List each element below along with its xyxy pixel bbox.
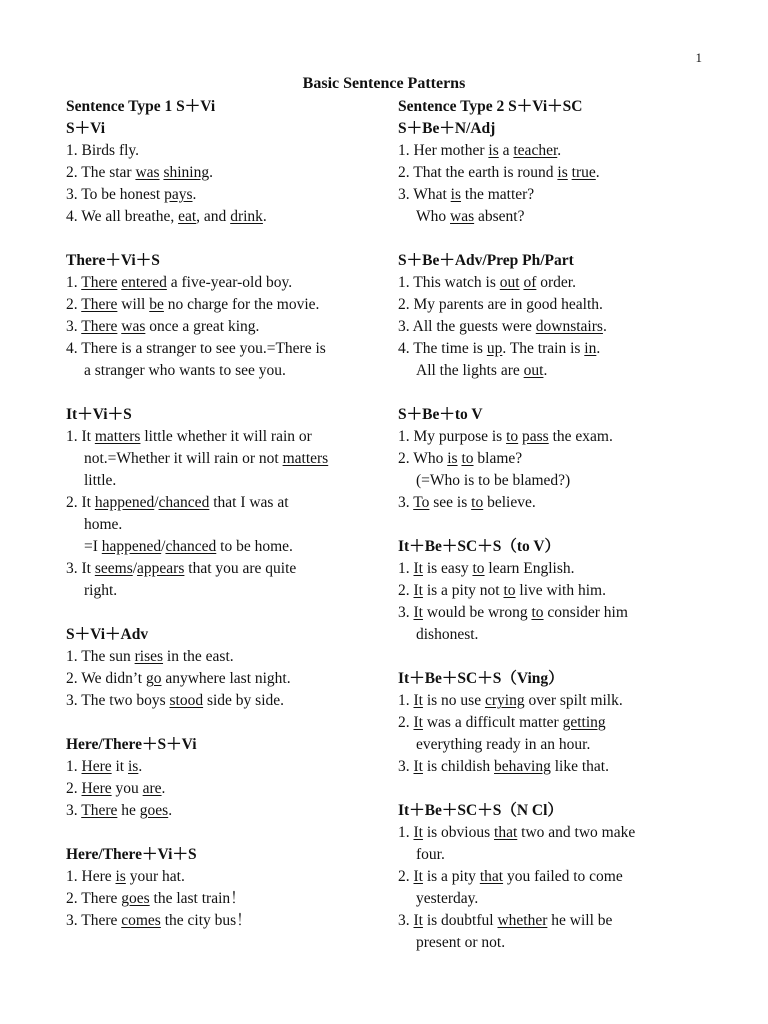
text-segment: little whether it will rain or xyxy=(140,428,312,445)
text-segment: dishonest. xyxy=(416,626,479,643)
underlined-word: is xyxy=(450,186,462,203)
text-segment: 1. My purpose is xyxy=(398,428,507,445)
example-line xyxy=(398,624,718,646)
example-line xyxy=(66,338,386,360)
text-segment: 3. xyxy=(66,802,82,819)
text-segment: that you are quite xyxy=(184,560,297,577)
example-line xyxy=(66,800,386,822)
underlined-word: that xyxy=(494,824,518,841)
underlined-word: drink xyxy=(230,208,263,225)
text-segment: 2. We didn’t xyxy=(66,670,146,687)
text-segment: see is xyxy=(429,494,472,511)
example-line xyxy=(398,184,718,206)
example-line xyxy=(398,338,718,360)
text-segment: 3. To be honest xyxy=(66,186,165,203)
sentence-type-heading: Sentence Type 2 S＋Vi＋SC xyxy=(398,98,583,115)
text-segment: 4. There is a stranger to see you.=There is xyxy=(66,340,326,357)
underlined-word: stood xyxy=(169,692,204,709)
text-segment: two and two make xyxy=(517,824,636,841)
underlined-word: It xyxy=(413,824,423,841)
example-line xyxy=(66,690,386,712)
text-segment: live with him. xyxy=(515,582,606,599)
text-segment: a xyxy=(498,142,514,159)
example-line xyxy=(398,294,718,316)
underlined-word: of xyxy=(523,274,537,291)
pattern-heading: It＋Be＋SC＋S（Ving） xyxy=(398,670,564,687)
underlined-word: There xyxy=(81,296,118,313)
example-line xyxy=(66,514,386,536)
text-segment: 2. xyxy=(398,582,414,599)
text-segment: 1. Her mother xyxy=(398,142,489,159)
pattern-heading: S＋Be＋N/Adj xyxy=(398,120,496,137)
pattern-heading: Here/There＋S＋Vi xyxy=(66,736,197,753)
underlined-word: go xyxy=(145,670,162,687)
underlined-word: true xyxy=(571,164,596,181)
underlined-word: was xyxy=(135,164,160,181)
text-segment: 1. The sun xyxy=(66,648,135,665)
example-line xyxy=(66,294,386,316)
pattern-heading: Here/There＋Vi＋S xyxy=(66,846,197,863)
pattern-section xyxy=(66,734,386,822)
text-segment: 2. xyxy=(66,296,82,313)
underlined-word: be xyxy=(149,296,164,313)
underlined-word: It xyxy=(413,582,423,599)
underlined-word: is xyxy=(115,868,126,885)
text-segment: once a great king. xyxy=(145,318,260,335)
text-segment: 2. The star xyxy=(66,164,136,181)
pattern-heading: It＋Vi＋S xyxy=(66,406,132,423)
underlined-word: seems xyxy=(94,560,133,577)
example-line xyxy=(66,668,386,690)
text-segment: . xyxy=(192,186,197,203)
underlined-word: It xyxy=(413,604,423,621)
underlined-word: to xyxy=(531,604,544,621)
text-segment: 3. xyxy=(398,758,414,775)
underlined-word: teacher xyxy=(513,142,558,159)
underlined-word: in xyxy=(584,340,597,357)
text-segment: (=Who is to be blamed?) xyxy=(416,472,571,489)
sentence-type-heading: Sentence Type 1 S＋Vi xyxy=(66,98,216,115)
text-segment: 3. xyxy=(66,318,82,335)
text-segment: 2. Who xyxy=(398,450,448,467)
text-segment: 3. xyxy=(398,912,414,929)
text-segment: is easy xyxy=(422,560,473,577)
text-segment: that I was at xyxy=(209,494,289,511)
underlined-word: It xyxy=(413,912,423,929)
pattern-heading: It＋Be＋SC＋S（to V） xyxy=(398,538,561,555)
right-column xyxy=(398,96,718,976)
example-line xyxy=(398,910,718,932)
underlined-word: pass xyxy=(522,428,549,445)
example-line xyxy=(398,580,718,602)
underlined-word: rises xyxy=(134,648,164,665)
text-segment: little. xyxy=(84,472,117,489)
text-segment: 4. The time is xyxy=(398,340,487,357)
text-segment: All the lights are xyxy=(416,362,524,379)
example-line xyxy=(66,162,386,184)
example-line xyxy=(398,272,718,294)
underlined-word: are xyxy=(142,780,162,797)
underlined-word: There xyxy=(81,318,118,335)
example-line xyxy=(398,206,718,228)
text-segment: believe. xyxy=(483,494,536,511)
underlined-word: chanced xyxy=(165,538,217,555)
underlined-word: to xyxy=(461,450,474,467)
text-segment: is no use xyxy=(422,692,485,709)
text-segment: . xyxy=(595,164,600,181)
text-segment: over spilt milk. xyxy=(524,692,623,709)
underlined-word: goes xyxy=(139,802,169,819)
underlined-word: matters xyxy=(282,450,329,467)
underlined-word: chanced xyxy=(158,494,210,511)
text-segment: 3. xyxy=(398,494,414,511)
pattern-section xyxy=(66,118,386,228)
underlined-word: There xyxy=(81,802,118,819)
text-segment: anywhere last night. xyxy=(161,670,291,687)
text-segment: he will be xyxy=(547,912,613,929)
text-segment: you failed to come xyxy=(503,868,623,885)
underlined-word: up xyxy=(486,340,503,357)
underlined-word: appears xyxy=(137,560,185,577)
text-segment: . The train is xyxy=(502,340,585,357)
underlined-word: It xyxy=(413,560,423,577)
underlined-word: whether xyxy=(497,912,548,929)
example-line xyxy=(66,492,386,514)
text-segment: . xyxy=(161,780,166,797)
text-segment: it xyxy=(111,758,128,775)
text-segment: 2. xyxy=(398,868,414,885)
underlined-word: happened xyxy=(94,494,155,511)
pattern-section xyxy=(398,800,718,954)
underlined-word: is xyxy=(488,142,499,159)
underlined-word: eat xyxy=(178,208,197,225)
underlined-word: that xyxy=(479,868,504,885)
underlined-word: to xyxy=(506,428,519,445)
underlined-word: Here xyxy=(81,780,112,797)
text-segment: no charge for the movie. xyxy=(163,296,320,313)
underlined-word: shining xyxy=(163,164,210,181)
text-segment: 3. xyxy=(398,604,414,621)
example-line xyxy=(66,470,386,492)
example-line xyxy=(398,316,718,338)
text-segment: 2. It xyxy=(66,494,95,511)
underlined-word: There xyxy=(81,274,118,291)
text-segment: will xyxy=(117,296,150,313)
underlined-word: out xyxy=(523,362,544,379)
text-segment: 1. xyxy=(398,560,414,577)
text-segment: you xyxy=(111,780,143,797)
underlined-word: is xyxy=(447,450,458,467)
underlined-word: to xyxy=(472,560,485,577)
text-segment: he xyxy=(117,802,140,819)
example-line xyxy=(66,910,386,932)
example-line xyxy=(66,888,386,910)
text-segment: like that. xyxy=(550,758,609,775)
text-segment: would be wrong xyxy=(422,604,532,621)
underlined-word: out xyxy=(499,274,520,291)
text-segment: order. xyxy=(536,274,576,291)
example-line xyxy=(398,844,718,866)
pattern-section xyxy=(398,668,718,778)
example-line xyxy=(398,756,718,778)
example-line xyxy=(398,140,718,162)
underlined-word: to xyxy=(471,494,484,511)
example-line xyxy=(66,580,386,602)
underlined-word: was xyxy=(121,318,146,335)
text-segment: side by side. xyxy=(203,692,285,709)
text-segment: consider him xyxy=(543,604,628,621)
example-line xyxy=(398,822,718,844)
underlined-word: crying xyxy=(484,692,525,709)
example-line xyxy=(398,690,718,712)
example-line xyxy=(66,778,386,800)
text-segment: four. xyxy=(416,846,445,863)
text-segment: not.=Whether it will rain or not xyxy=(84,450,283,467)
example-line xyxy=(398,470,718,492)
left-column xyxy=(66,96,386,954)
text-segment: 3. It xyxy=(66,560,95,577)
text-segment: . xyxy=(596,340,601,357)
pattern-section xyxy=(66,844,386,932)
text-segment: the matter? xyxy=(461,186,535,203)
text-segment: is doubtful xyxy=(422,912,498,929)
underlined-word: goes xyxy=(121,890,150,907)
example-line xyxy=(66,558,386,580)
text-segment: is obvious xyxy=(422,824,495,841)
underlined-word: It xyxy=(413,758,423,775)
page-title: Basic Sentence Patterns xyxy=(302,75,466,92)
example-line xyxy=(66,448,386,470)
text-segment: . xyxy=(138,758,143,775)
text-segment: . xyxy=(557,142,562,159)
underlined-word: happened xyxy=(101,538,162,555)
text-segment: 1. This watch is xyxy=(398,274,500,291)
text-segment: . xyxy=(602,318,607,335)
underlined-word: downstairs xyxy=(535,318,603,335)
text-segment: 2. That the earth is round xyxy=(398,164,558,181)
text-segment: 1. Birds fly. xyxy=(66,142,140,159)
underlined-word: Here xyxy=(81,758,112,775)
text-segment: right. xyxy=(84,582,118,599)
text-segment: yesterday. xyxy=(416,890,479,907)
text-segment: the last train！ xyxy=(149,890,246,907)
underlined-word: To xyxy=(413,494,430,511)
text-segment: everything ready in an hour. xyxy=(416,736,591,753)
text-segment: 3. All the guests were xyxy=(398,318,536,335)
text-segment: a stranger who wants to see you. xyxy=(84,362,286,379)
underlined-word: was xyxy=(450,208,475,225)
text-segment: 4. We all breathe, xyxy=(66,208,179,225)
text-segment: 2. My parents are in good health. xyxy=(398,296,603,313)
example-line xyxy=(398,360,718,382)
pattern-section xyxy=(66,96,386,118)
example-line xyxy=(66,360,386,382)
text-segment: / xyxy=(132,560,138,577)
text-segment: was a difficult matter xyxy=(422,714,563,731)
text-segment: present or not. xyxy=(416,934,506,951)
underlined-word: entered xyxy=(121,274,167,291)
text-segment: 2. xyxy=(398,714,414,731)
text-segment: / xyxy=(161,538,166,555)
underlined-word: is xyxy=(557,164,568,181)
text-segment: home. xyxy=(84,516,123,533)
pattern-section xyxy=(66,404,386,602)
text-segment: =I xyxy=(84,538,102,555)
pattern-section xyxy=(66,250,386,382)
example-line xyxy=(66,756,386,778)
text-segment: . xyxy=(543,362,548,379)
pattern-heading: S＋Vi＋Adv xyxy=(66,626,149,643)
text-segment: 1. xyxy=(398,824,414,841)
pattern-section xyxy=(398,536,718,646)
pattern-heading: S＋Be＋to V xyxy=(398,406,483,423)
example-line xyxy=(66,426,386,448)
example-line xyxy=(398,734,718,756)
text-segment: is a pity not xyxy=(422,582,504,599)
text-segment: Who xyxy=(416,208,451,225)
text-segment: absent? xyxy=(474,208,525,225)
example-line xyxy=(66,184,386,206)
example-line xyxy=(398,712,718,734)
underlined-word: pays xyxy=(164,186,193,203)
example-line xyxy=(66,646,386,668)
pattern-section xyxy=(398,250,718,382)
example-line xyxy=(398,602,718,624)
text-segment: is a pity xyxy=(422,868,480,885)
example-line xyxy=(66,206,386,228)
underlined-word: comes xyxy=(121,912,161,929)
page-number: 1 xyxy=(695,50,702,65)
example-line xyxy=(66,272,386,294)
text-segment: to be home. xyxy=(216,538,293,555)
text-segment: . xyxy=(262,208,267,225)
example-line xyxy=(66,866,386,888)
text-segment: 1. xyxy=(398,692,414,709)
pattern-heading: There＋Vi＋S xyxy=(66,252,160,269)
text-segment: blame? xyxy=(473,450,523,467)
example-line xyxy=(398,558,718,580)
text-segment: 3. The two boys xyxy=(66,692,170,709)
text-segment: 1. xyxy=(66,758,82,775)
text-segment: the city bus！ xyxy=(160,912,252,929)
text-segment: 1. It xyxy=(66,428,95,445)
underlined-word: behaving xyxy=(494,758,551,775)
pattern-section xyxy=(398,96,718,118)
text-segment: the exam. xyxy=(548,428,613,445)
underlined-word: getting xyxy=(562,714,606,731)
example-line xyxy=(398,866,718,888)
underlined-word: It xyxy=(413,692,423,709)
text-segment: . xyxy=(168,802,173,819)
text-segment: 1. xyxy=(66,274,82,291)
text-segment: 3. There xyxy=(66,912,122,929)
text-segment: 1. Here xyxy=(66,868,116,885)
text-segment: 3. What xyxy=(398,186,451,203)
example-line xyxy=(66,316,386,338)
underlined-word: It xyxy=(413,714,423,731)
text-segment: . xyxy=(209,164,213,181)
text-segment: , and xyxy=(196,208,231,225)
text-segment: 2. xyxy=(66,780,82,797)
pattern-heading: S＋Vi xyxy=(66,120,106,137)
example-line xyxy=(398,448,718,470)
underlined-word: It xyxy=(413,868,423,885)
pattern-section xyxy=(398,404,718,514)
underlined-word: is xyxy=(128,758,139,775)
text-segment: in the east. xyxy=(163,648,234,665)
example-line xyxy=(398,426,718,448)
text-segment: learn English. xyxy=(484,560,575,577)
example-line xyxy=(398,932,718,954)
pattern-section xyxy=(66,624,386,712)
underlined-word: matters xyxy=(94,428,141,445)
example-line xyxy=(398,492,718,514)
pattern-heading: S＋Be＋Adv/Prep Ph/Part xyxy=(398,252,574,269)
underlined-word: to xyxy=(503,582,516,599)
text-segment: is childish xyxy=(422,758,495,775)
pattern-heading: It＋Be＋SC＋S（N Cl） xyxy=(398,802,563,819)
example-line xyxy=(66,536,386,558)
text-segment: a five-year-old boy. xyxy=(166,274,293,291)
example-line xyxy=(398,888,718,910)
example-line xyxy=(398,162,718,184)
pattern-section xyxy=(398,118,718,228)
example-line xyxy=(66,140,386,162)
text-segment: your hat. xyxy=(125,868,185,885)
text-segment: 2. There xyxy=(66,890,122,907)
text-segment: / xyxy=(154,494,159,511)
